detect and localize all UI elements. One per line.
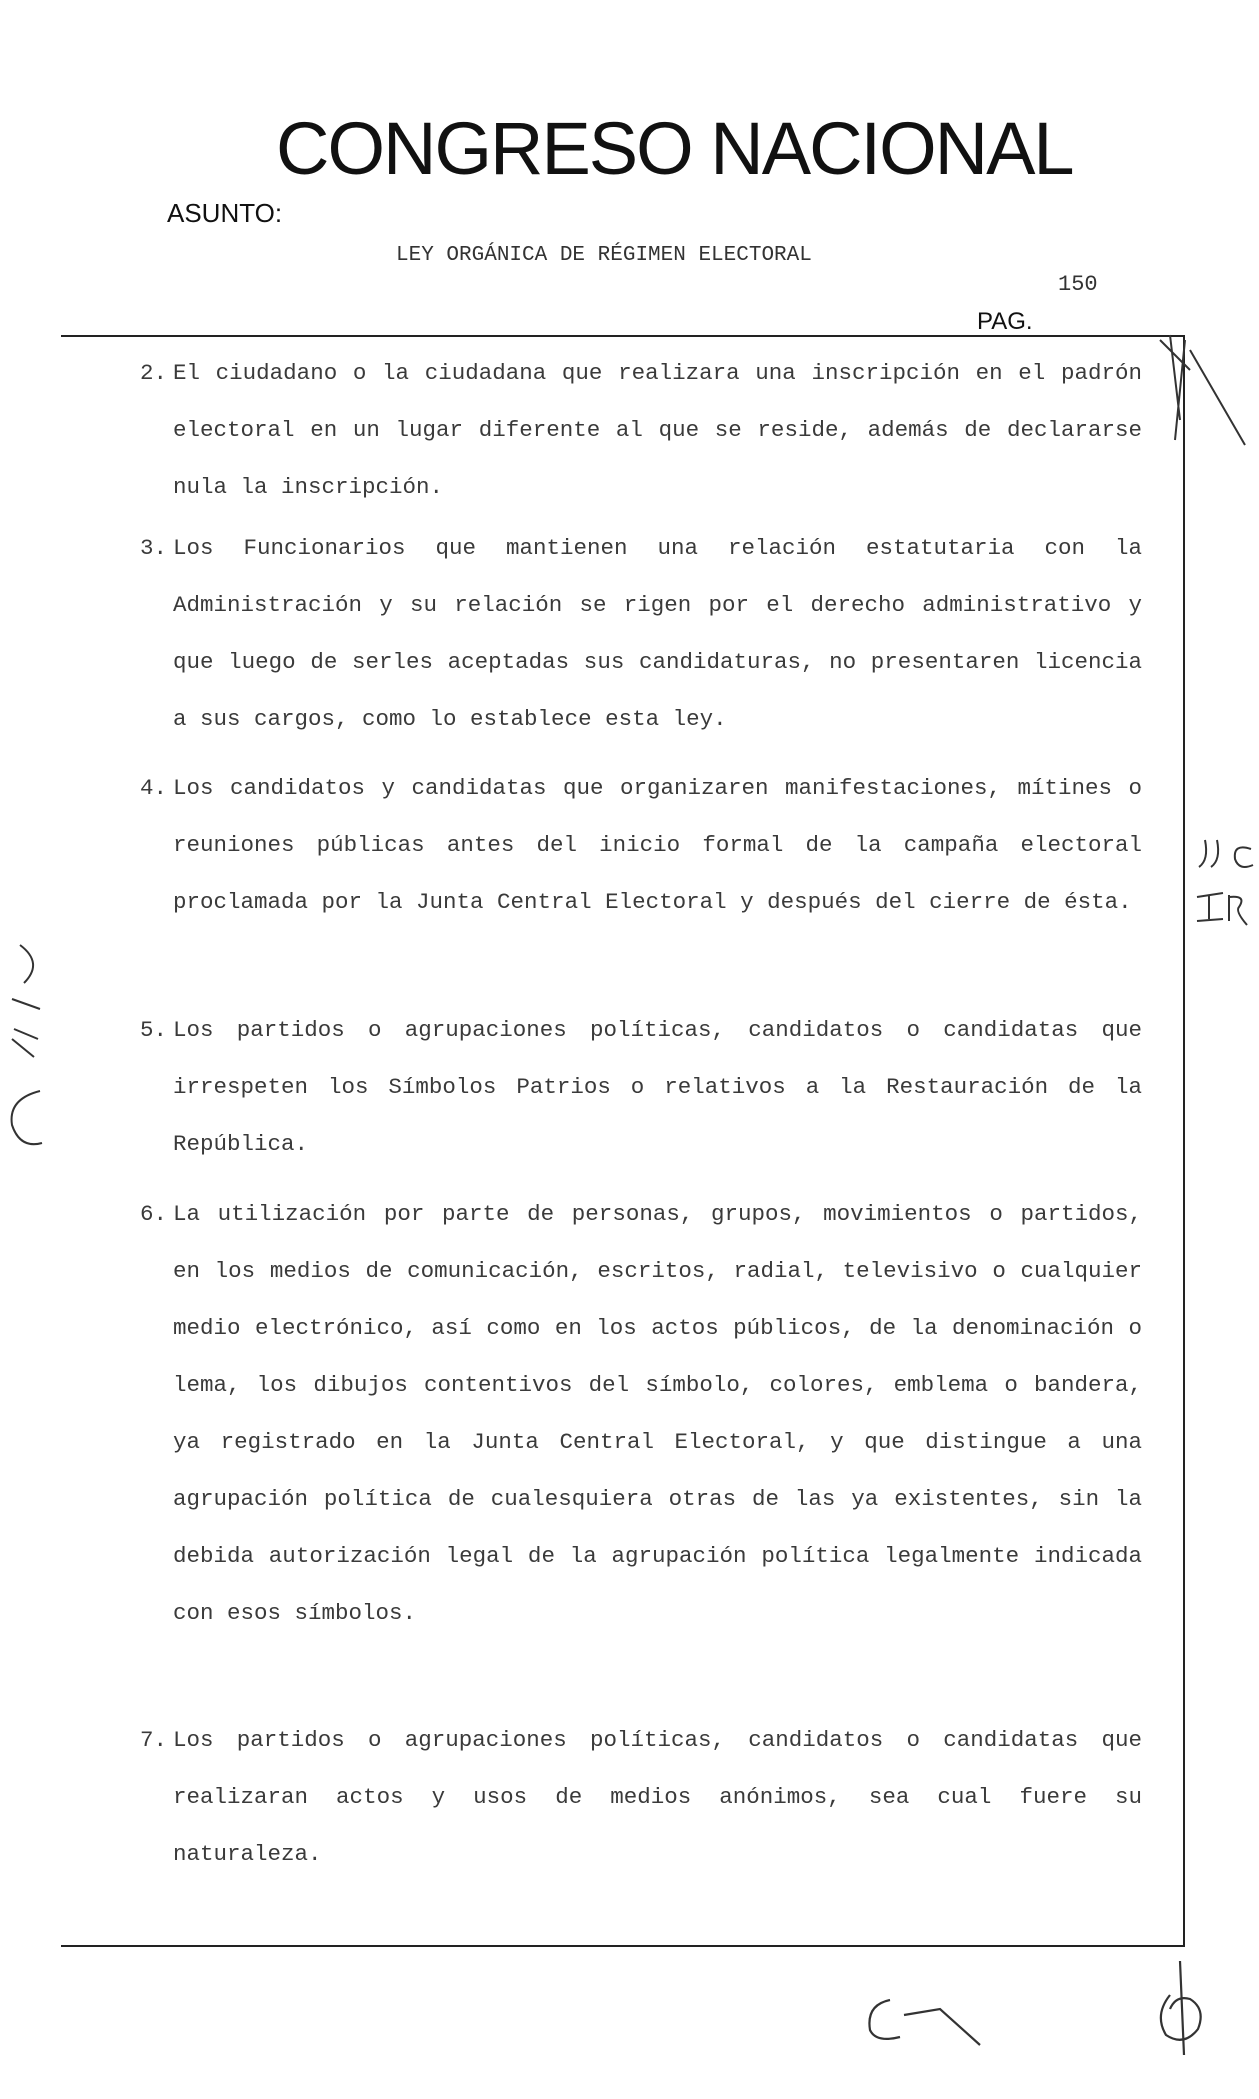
item-number: 6. xyxy=(140,1201,168,1227)
item-text: Los Funcionarios que mantienen una relación estatutaria con la Administración y su relación se rigen por el derecho administrativo y que luego de serles aceptadas sus candidaturas, no presentaren licencia a sus cargos, como lo establece esta ley. xyxy=(173,535,1142,732)
bottom-right-signature xyxy=(1150,1955,1220,2065)
item-number: 5. xyxy=(140,1017,168,1043)
item-text: La utilización por parte de personas, grupos, movimientos o partidos, en los medios de comunicación, escritos, radial, televisivo o cualquier medio electrónico, así como en los actos públicos, de la denominación o lema, los dibujos contentivos del símbolo, colores, emblema o bandera, ya registrado en la Junta Central Electoral, y que distingue a una agrupación política de cualesquiera otras de las ya existentes, sin la debida autorización legal de la agrupación política legalmente indicada con esos símbolos. xyxy=(173,1201,1142,1626)
masthead-title: CONGRESO NACIONAL xyxy=(276,107,1073,190)
item-number: 4. xyxy=(140,775,168,801)
item-number: 2. xyxy=(140,360,168,386)
list-item xyxy=(140,1002,1142,1173)
item-number: 7. xyxy=(140,1727,168,1753)
pag-label: PAG. xyxy=(977,308,1033,335)
left-initials xyxy=(0,935,50,1160)
bottom-initials xyxy=(860,1985,1020,2055)
list-item xyxy=(140,520,1142,748)
list-item xyxy=(140,345,1142,516)
right-initials xyxy=(1195,835,1259,945)
list-item xyxy=(140,760,1142,931)
item-text: Los partidos o agrupaciones políticas, candidatos o candidatas que realizaran actos y usos de medios anónimos, sea cual fuere su naturaleza. xyxy=(173,1727,1142,1867)
document-subject: LEY ORGÁNICA DE RÉGIMEN ELECTORAL xyxy=(396,244,812,267)
list-item xyxy=(140,1712,1142,1883)
item-number: 3. xyxy=(140,535,168,561)
item-text: Los candidatos y candidatas que organizaren manifestaciones, mítines o reuniones públicas antes del inicio formal de la campaña electoral proclamada por la Junta Central Electoral y después del cierre de ésta. xyxy=(173,775,1142,915)
list-item xyxy=(140,1186,1142,1642)
top-right-signature xyxy=(1150,330,1250,460)
page-number: 150 xyxy=(1058,272,1098,297)
item-text: El ciudadano o la ciudadana que realizara una inscripción en el padrón electoral en un lugar diferente al que se reside, además de declararse nula la inscripción. xyxy=(173,360,1142,500)
asunto-label: ASUNTO: xyxy=(167,198,283,228)
item-text: Los partidos o agrupaciones políticas, candidatos o candidatas que irrespeten los Símbolos Patrios o relativos a la Restauración de la República. xyxy=(173,1017,1142,1157)
